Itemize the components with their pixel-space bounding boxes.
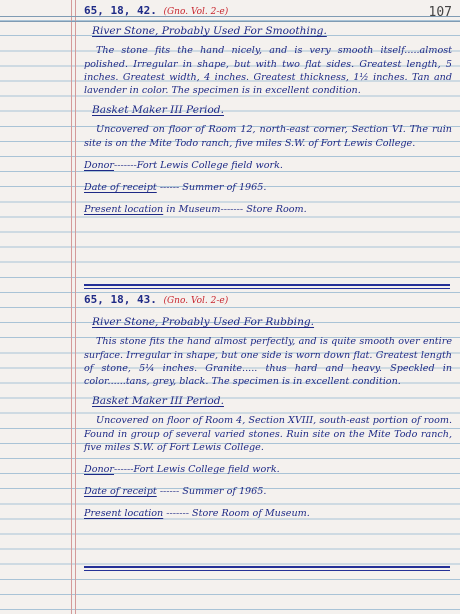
record-title: River Stone, Probably Used For Rubbing. xyxy=(92,316,315,329)
record-title: River Stone, Probably Used For Smoothing. xyxy=(92,25,327,38)
receipt-value: ------ Summer of 1965. xyxy=(159,182,267,194)
receipt-label: Date of receipt xyxy=(84,182,157,194)
catalog-record xyxy=(84,4,452,216)
donor-value: -------Fort Lewis College field work. xyxy=(114,159,283,171)
record-period: Basket Maker III Period. xyxy=(92,104,224,117)
donor-label: Donor xyxy=(84,159,115,171)
location-field xyxy=(84,507,452,520)
receipt-field xyxy=(84,485,452,498)
catalog-number-line xyxy=(84,4,452,19)
record-provenance: Uncovered on floor of Room 12, north-east corner, Section VI. The ruin site is on the Mite Todo ranch, five miles S.W. of Fort Lewis College. xyxy=(84,124,452,149)
catalog-number-line xyxy=(84,293,452,308)
receipt-value: ------ Summer of 1965. xyxy=(159,486,267,498)
record-description: The stone fits the hand nicely, and is very smooth itself.....almost polished. Irregular in shape, but with two flat sides. Greatest length, 5 inches. Greatest width, 4 inches. Greatest thickness, 1½ inches. Tan and lavender in color. The specimen is in excellent condition. xyxy=(84,45,452,97)
record-provenance: Uncovered on floor of Room 4, Section XVIII, south-east portion of room. Found in group of several varied stones. Ruin site on the Mite Todo ranch, five miles S.W. of Fort Lewis College. xyxy=(84,415,452,453)
location-value: ------- Store Room of Museum. xyxy=(166,508,310,520)
red-note: (Gno. Vol. 2-e) xyxy=(163,7,229,17)
location-label: Present location xyxy=(84,204,164,216)
record-description: This stone fits the hand almost perfectly, and is quite smooth over entire surface. Irregular in shape, but one side is worn down flat. Greatest length of stone, 5¼ inches. Granite..... thus hard and heavy. Speckled in color......tans, grey, black. The specimen is in excellent condition. xyxy=(84,336,452,388)
record-separator xyxy=(84,284,450,286)
catalog-number: 65, 18, 43. xyxy=(84,293,157,306)
receipt-field xyxy=(84,181,452,194)
location-field xyxy=(84,203,452,216)
receipt-label: Date of receipt xyxy=(84,486,157,498)
donor-field xyxy=(84,159,452,172)
record-separator xyxy=(84,288,450,289)
location-value: in Museum------- Store Room. xyxy=(166,204,307,216)
catalog-record xyxy=(84,293,452,521)
red-note: (Gno. Vol. 2-e) xyxy=(163,296,229,306)
record-period: Basket Maker III Period. xyxy=(92,395,224,408)
donor-value: ------Fort Lewis College field work. xyxy=(114,464,280,476)
donor-label: Donor xyxy=(84,464,115,476)
record-separator xyxy=(84,570,450,571)
record-separator xyxy=(84,566,450,568)
page-number: 107 xyxy=(428,5,452,20)
donor-field xyxy=(84,463,452,476)
location-label: Present location xyxy=(84,508,164,520)
catalog-number: 65, 18, 42. xyxy=(84,4,157,17)
